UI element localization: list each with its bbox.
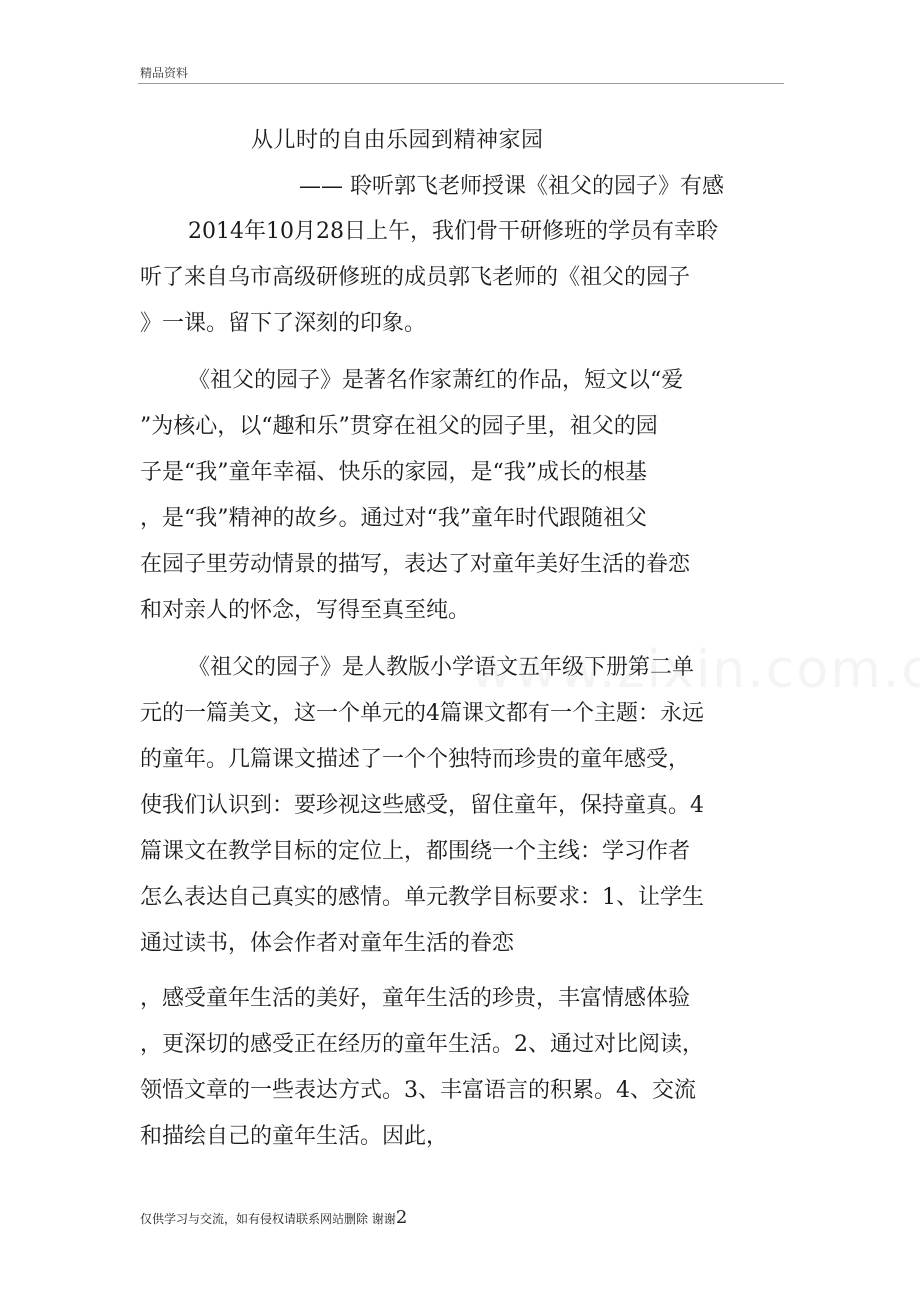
text-line: 篇课文在教学目标的定位上，都围绕一个主线：学习作者 — [140, 839, 691, 864]
text-line: 和对亲人的怀念，写得至真至纯。 — [140, 598, 471, 623]
text-line: ，更深切的感受正在经历的童年生活。2、通过对比阅读， — [140, 1032, 704, 1057]
text-line: ”为核心，以“趣和乐”贯穿在祖父的园子里，祖父的园 — [140, 414, 658, 439]
text-line: ，是“我”精神的故乡。通过对“我”童年时代跟随祖父 — [140, 506, 647, 531]
text-line: 和描绘自己的童年生活。因此， — [140, 1124, 449, 1149]
text-line: 听了来自乌市高级研修班的成员郭飞老师的《祖父的园子 — [140, 265, 691, 290]
text-line: 通过读书，体会作者对童年生活的眷恋 — [140, 931, 515, 956]
text-line: 使我们认识到：要珍视这些感受，留住童年，保持童真。4 — [140, 793, 704, 818]
text-line: 怎么表达自己真实的感情。单元教学目标要求：1、让学生 — [140, 885, 704, 910]
header-label: 精品资料 — [140, 66, 189, 80]
header-divider — [138, 83, 784, 84]
text-line: 《祖父的园子》是著名作家萧红的作品，短文以“爱 — [188, 368, 684, 393]
text-line: 的童年。几篇课文描述了一个个独特而珍贵的童年感受， — [140, 747, 691, 772]
text-line: 》一课。留下了深刻的印象。 — [140, 311, 427, 336]
text-line: 元的一篇美文，这一个单元的4篇课文都有一个主题：永远 — [140, 701, 704, 726]
document-subtitle: —— 聆听郭飞老师授课《祖父的园子》有感 — [299, 174, 724, 199]
text-line: ，感受童年生活的美好，童年生活的珍贵，丰富情感体验 — [140, 986, 691, 1011]
text-line: 领悟文章的一些表达方式。3、丰富语言的积累。4、交流 — [140, 1078, 696, 1103]
document-title: 从儿时的自由乐园到精神家园 — [251, 128, 544, 153]
text-line: 《祖父的园子》是人教版小学语文五年级下册第二单 — [188, 655, 695, 680]
footer-note: 仅供学习与交流，如有侵权请联系网站删除 谢谢 — [140, 1212, 396, 1226]
text-line: 子是“我”童年幸福、快乐的家园，是“我”成长的根基 — [140, 460, 647, 485]
text-line: 在园子里劳动情景的描写，表达了对童年美好生活的眷恋 — [140, 552, 691, 577]
page-number: 2 — [395, 1207, 408, 1228]
footer — [140, 1207, 407, 1228]
text-line: 2014年10月28日上午，我们骨干研修班的学员有幸聆 — [188, 219, 718, 244]
